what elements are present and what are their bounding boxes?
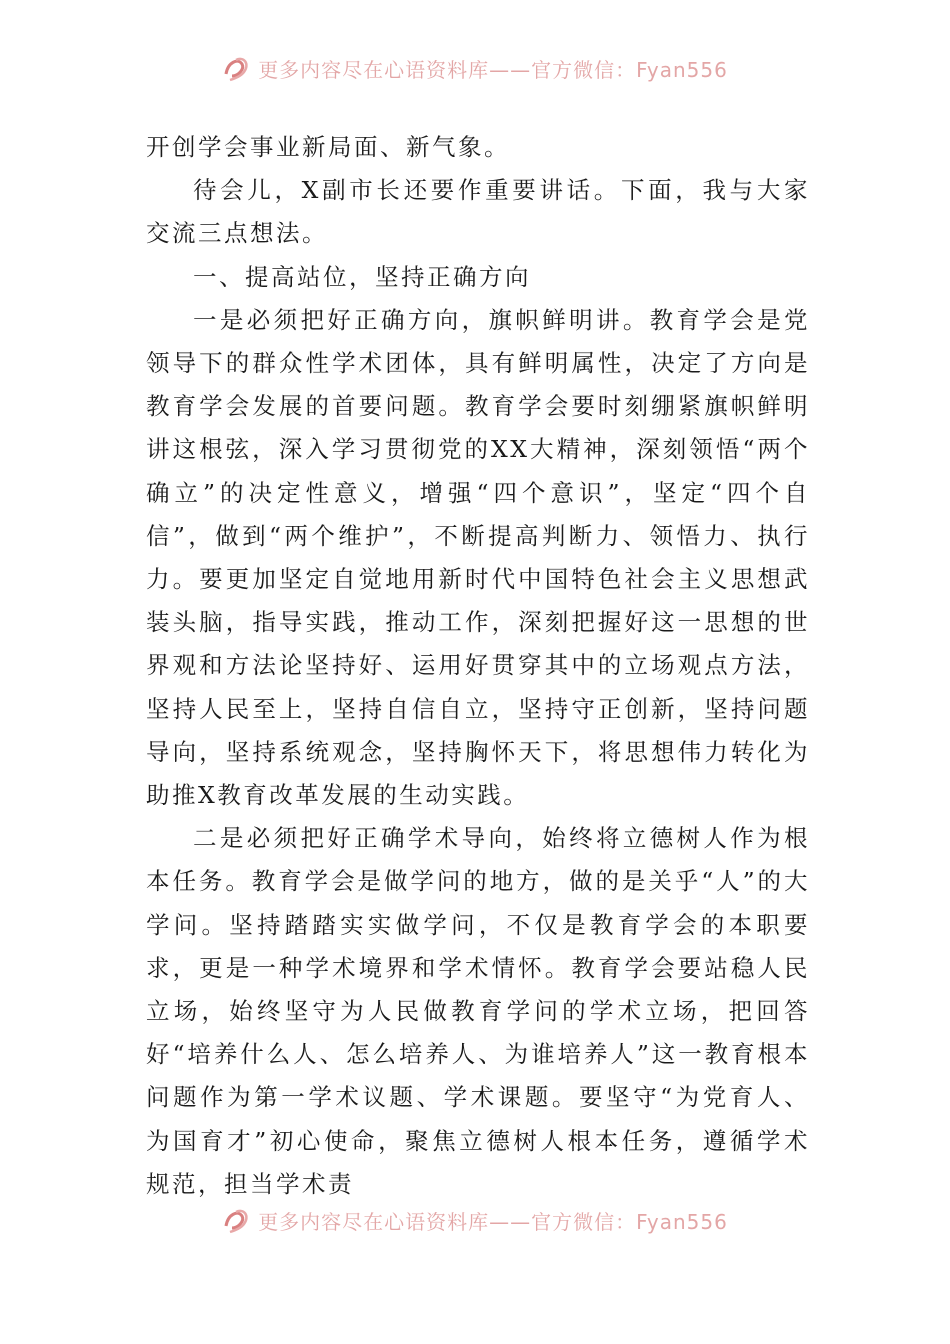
paragraph-intro: 待会儿，X副市长还要作重要讲话。下面，我与大家交流三点想法。: [146, 176, 810, 248]
document-body: [146, 126, 810, 1206]
watermark-footer: [0, 1200, 950, 1240]
watermark-header: [0, 48, 950, 88]
watermark-text: 更多内容尽在心语资料库——官方微信：Fyan556: [258, 57, 728, 82]
paragraph-point-two: 二是必须把好正确学术导向，始终将立德树人作为根本任务。教育学会是做学问的地方，做的是关乎“人”的大学问。坚持踏踏实实做学问，不仅是教育学会的本职要求，更是一种学术境界和学术情怀。教育学会要站稳人民立场，始终坚守为人民做教育学问的学术立场，把回答好“培养什么人、怎么培养人、为谁培养人”这一教育根本问题作为第一学术议题、学术课题。要坚守“为党育人、为国育才”初心使命，聚焦立德树人根本任务，遵循学术规范，担当学术责: [146, 824, 810, 1198]
paragraph-point-one: 一是必须把好正确方向，旗帜鲜明讲。教育学会是党领导下的群众性学术团体，具有鲜明属性，决定了方向是教育学会发展的首要问题。教育学会要时刻绷紧旗帜鲜明讲这根弦，深入学习贯彻党的XX大精神，深刻领悟“两个确立”的决定性意义，增强“四个意识”，坚定“四个自信”，做到“两个维护”，不断提高判断力、领悟力、执行力。要更加坚定自觉地用新时代中国特色社会主义思想武装头脑，指导实践，推动工作，深刻把握好这一思想的世界观和方法论坚持好、运用好贯穿其中的立场观点方法，坚持人民至上，坚持自信自立，坚持守正创新，坚持问题导向，坚持系统观念，坚持胸怀天下，将思想伟力转化为助推X教育改革发展的生动实践。: [146, 305, 810, 810]
logo-icon: [222, 54, 252, 82]
section-heading: 一、提高站位，坚持正确方向: [193, 262, 531, 291]
paragraph-continuation: 开创学会事业新局面、新气象。: [146, 133, 510, 161]
watermark-text: 更多内容尽在心语资料库——官方微信：Fyan556: [258, 1209, 728, 1234]
logo-icon: [222, 1206, 252, 1234]
